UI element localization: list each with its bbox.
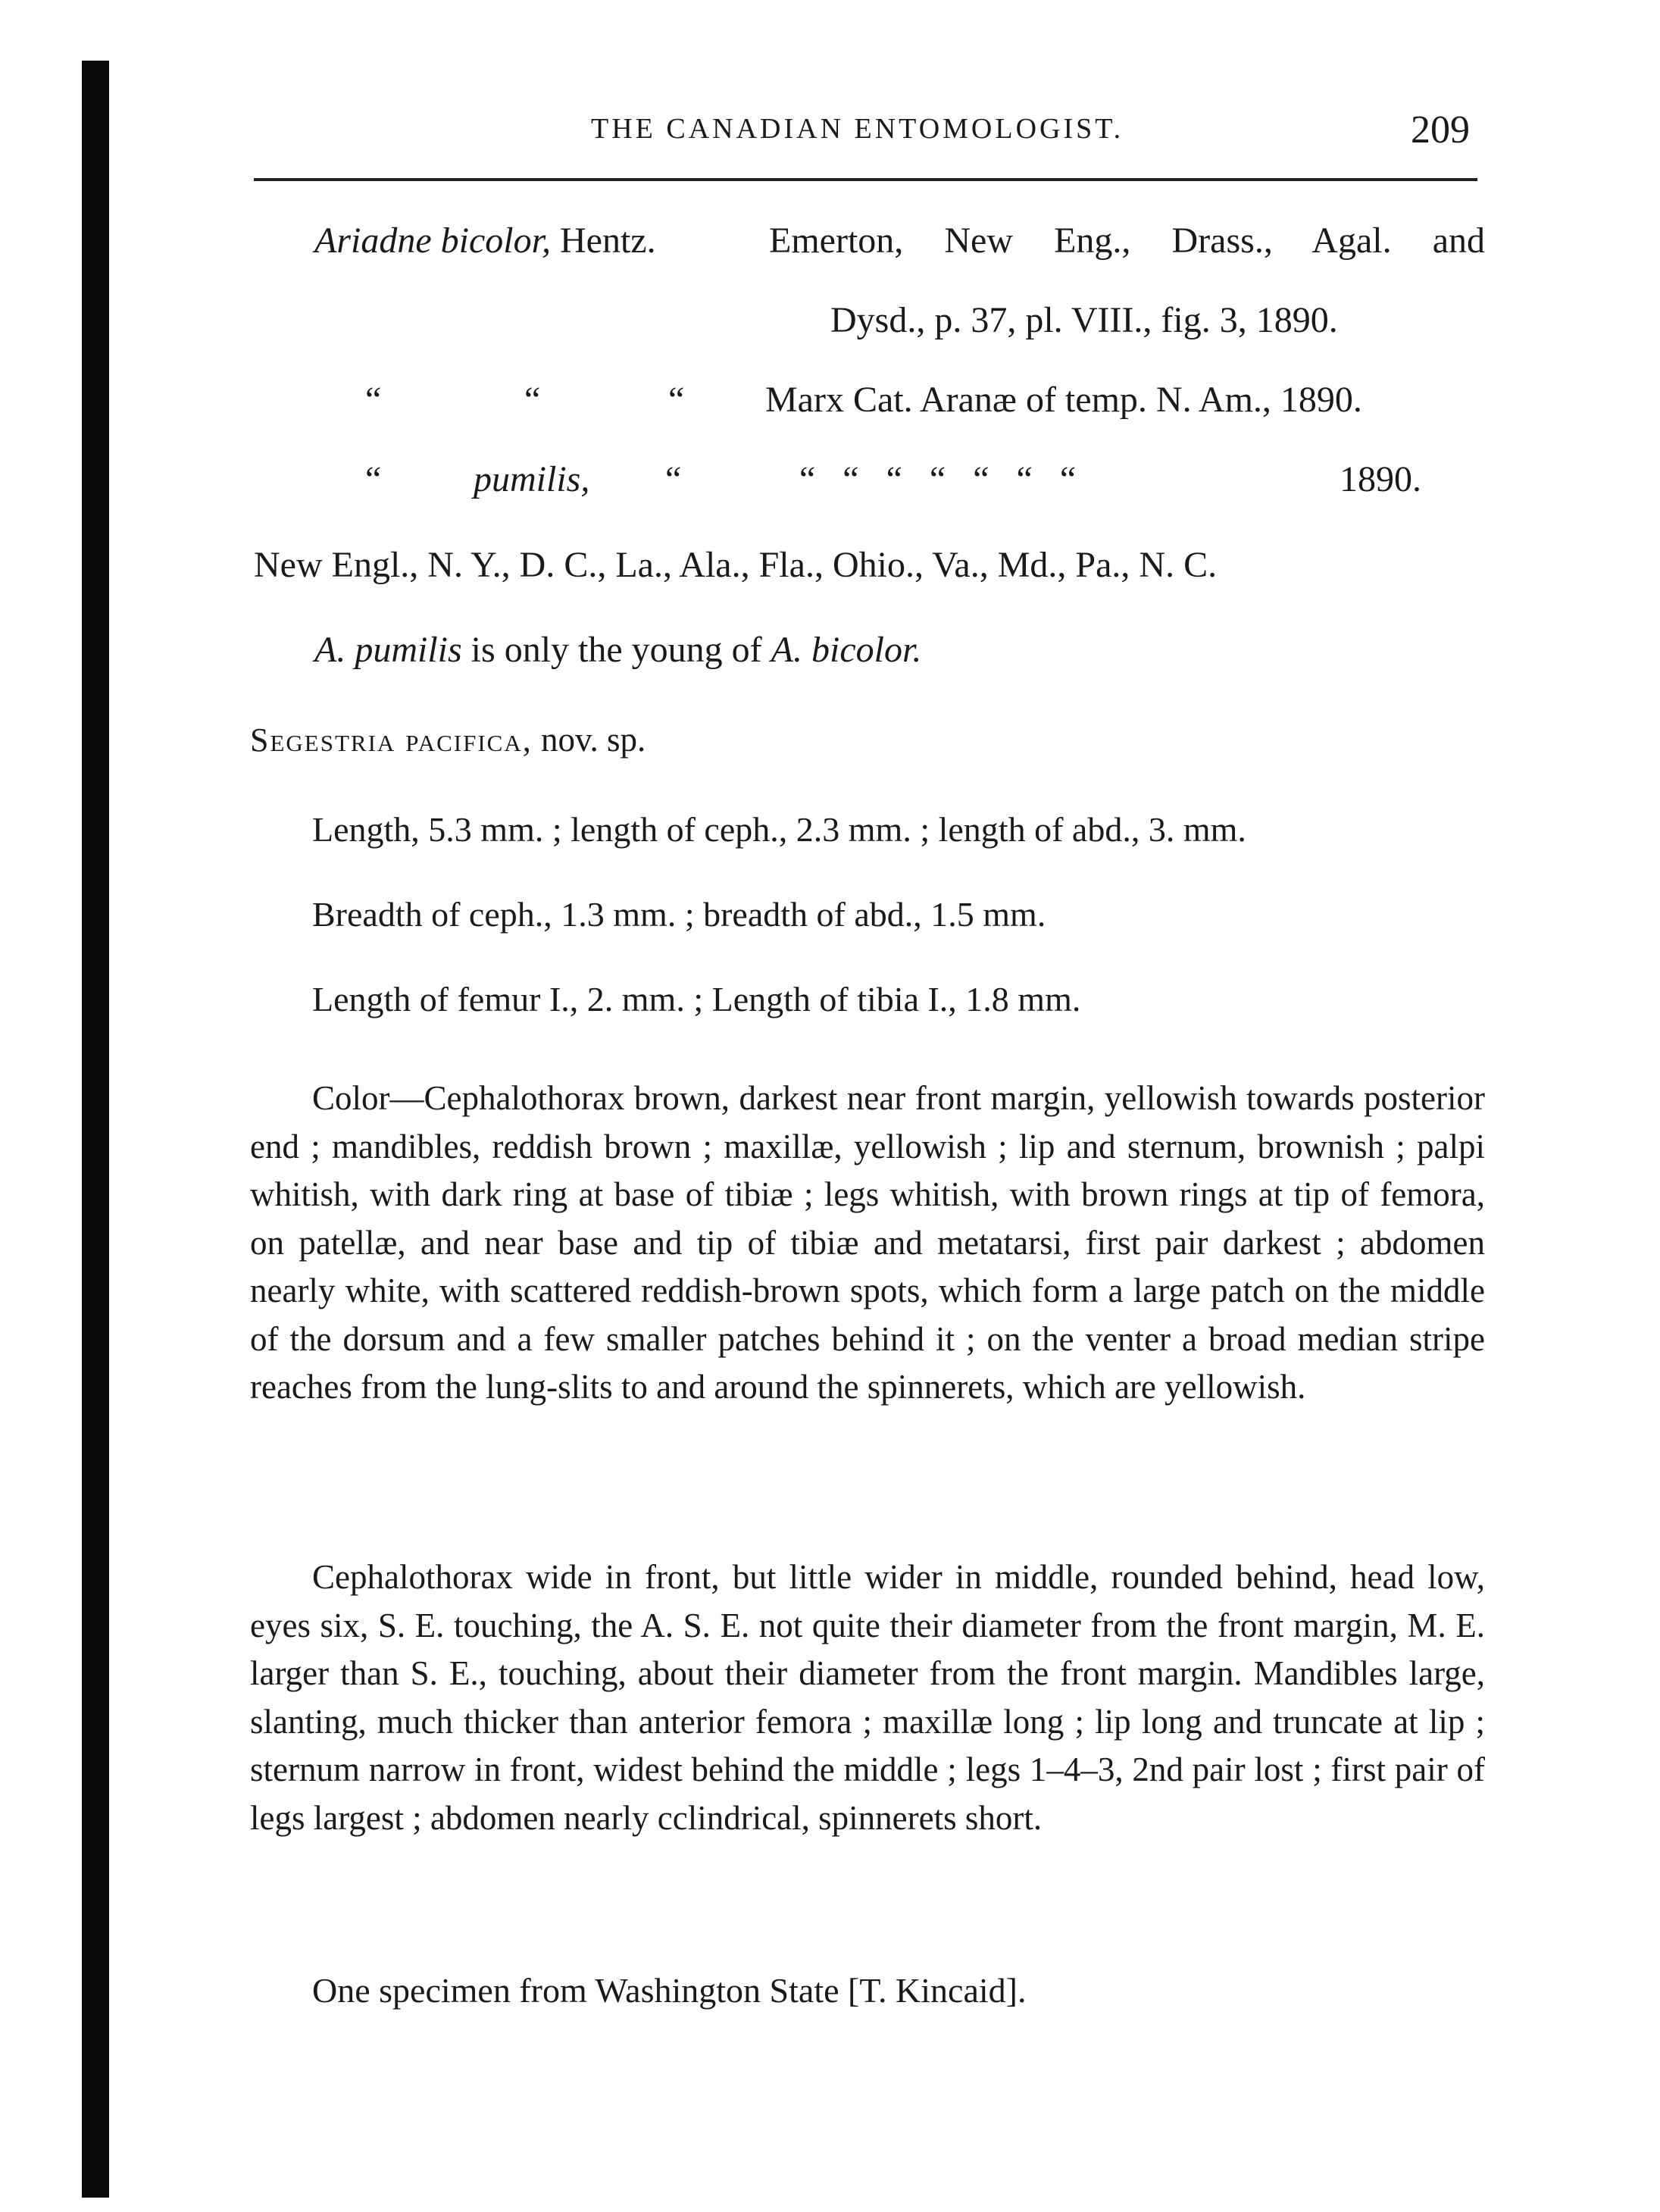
citation-2: Dysd., p. 37, pl. VIII., fig. 3, 1890. bbox=[830, 300, 1338, 340]
distribution: New Engl., N. Y., D. C., La., Ala., Fla., Ohio., Va., Md., Pa., N. C. bbox=[254, 545, 1218, 585]
species-abbrev: A. bicolor. bbox=[771, 630, 922, 670]
new-species-heading bbox=[250, 720, 646, 759]
header-rule bbox=[254, 178, 1477, 181]
running-title: THE CANADIAN ENTOMOLOGIST. bbox=[591, 113, 1124, 145]
remark-text: is only the young of bbox=[461, 630, 771, 670]
species-name: Segestria pacifica, bbox=[250, 721, 533, 759]
ditto-marks: “ “ “ “ “ “ “ bbox=[799, 459, 1077, 499]
ditto-mark: “ bbox=[668, 380, 685, 420]
ditto-mark: “ bbox=[365, 380, 382, 420]
scan-edge-bar bbox=[82, 61, 109, 2198]
citation-1: Emerton, New Eng., Drass., Agal. and bbox=[769, 221, 1485, 261]
ditto-mark: “ bbox=[524, 380, 541, 420]
remark bbox=[314, 629, 921, 671]
citation-3: Marx Cat. Aranæ of temp. N. Am., 1890. bbox=[765, 380, 1362, 420]
specimen-line: One specimen from Washington State [T. Kincaid]. bbox=[312, 1971, 1027, 2010]
species-name: pumilis, bbox=[474, 459, 590, 499]
species-abbrev: A. pumilis bbox=[314, 630, 462, 670]
species-name: Ariadne bicolor, bbox=[314, 221, 551, 261]
year: 1890. bbox=[1340, 459, 1421, 499]
ditto-mark: “ bbox=[665, 459, 682, 499]
color-paragraph bbox=[250, 1075, 1485, 1412]
structure-paragraph bbox=[250, 1553, 1485, 1842]
paragraph-text: Cephalothorax wide in front, but little wider in middle, rounded behind, head low, eyes six, S. E. touching, the A. S. E. not quite their diameter from the front margin, M. E. larger than S. E., touching, about their diameter from the front margin. Mandibles large, slanting, much thicker than anterior femora ; maxillæ long ; lip long and truncate at lip ; sternum narrow in front, widest behind the middle ; legs 1–4–3, 2nd pair lost ; first pair of legs largest ; abdomen nearly cclindrical, spinnerets short. bbox=[250, 1558, 1485, 1837]
paragraph-text: Color—Cephalothorax brown, darkest near front margin, yellowish towards posterior end ; mandibles, reddish brown ; maxillæ, yellowish ; lip and sternum, brownish ; palpi whitish, with dark ring at base of tibiæ ; legs whitish, with brown rings at tip of femora, on patellæ, and near base and tip of tibiæ and metatarsi, first pair darkest ; abdomen nearly white, with scattered reddish-brown spots, which form a large patch on the middle of the dorsum and a few smaller patches behind it ; on the venter a broad median stripe reaches from the lung-slits to and around the spinnerets, which are yellowish. bbox=[250, 1079, 1485, 1406]
author: Hentz. bbox=[559, 221, 656, 261]
synonymy-line-1 bbox=[314, 220, 656, 261]
species-status: nov. sp. bbox=[532, 721, 646, 759]
measurement-line: Breadth of ceph., 1.3 mm. ; breadth of abd., 1.5 mm. bbox=[312, 895, 1046, 934]
measurement-line: Length, 5.3 mm. ; length of ceph., 2.3 mm. ; length of abd., 3. mm. bbox=[312, 810, 1246, 849]
measurement-line: Length of femur I., 2. mm. ; Length of tibia I., 1.8 mm. bbox=[312, 980, 1081, 1018]
page-number: 209 bbox=[1411, 108, 1470, 152]
ditto-mark: “ bbox=[365, 459, 382, 499]
